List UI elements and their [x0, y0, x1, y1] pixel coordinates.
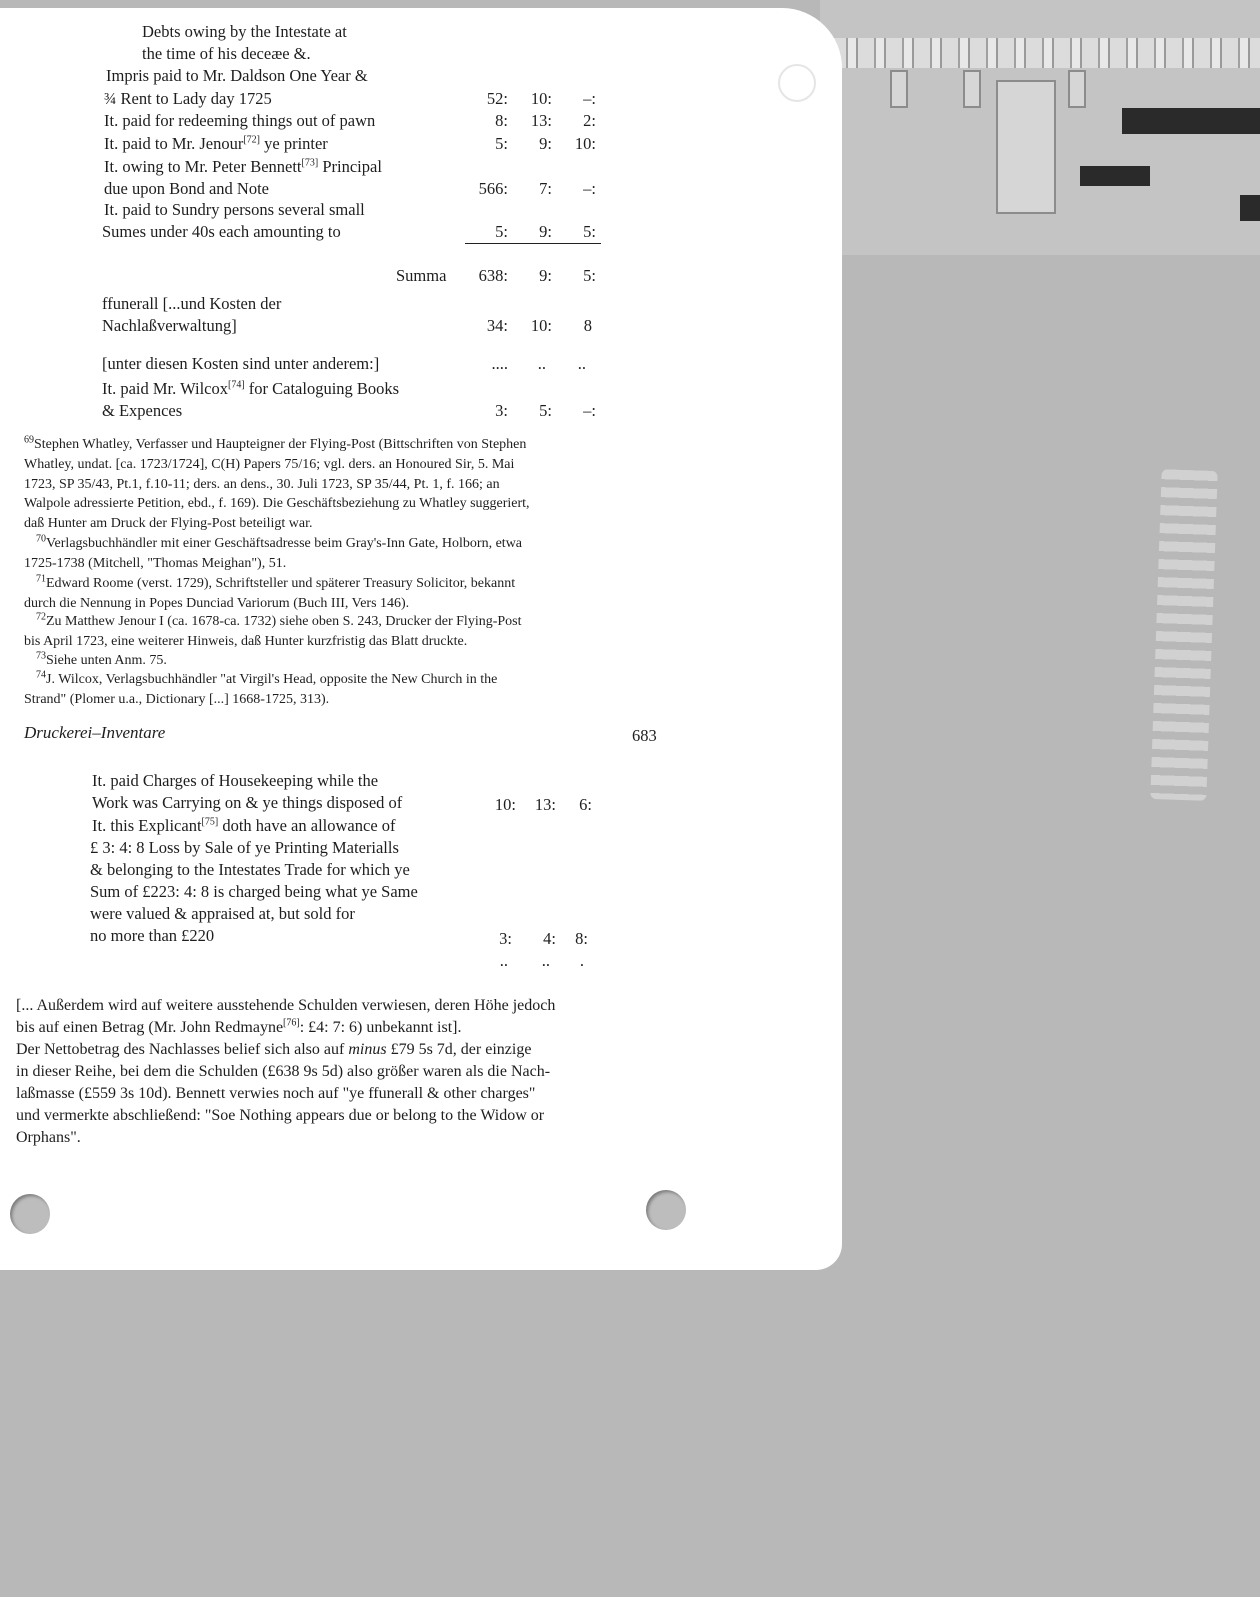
page-number: 683: [632, 726, 657, 745]
footnote-69: $^{69}$Stephen Whatley, Verfasser und Haupteigner der Flying-Post (Bittschriften von Stephen: [24, 434, 527, 452]
paragraph-line: laßmasse (£559 3s 10d). Bennett verwies noch auf "ye ffunerall & other charges": [16, 1085, 536, 1102]
entry-text: Impris paid to Mr. Daldson One Year &: [106, 66, 368, 85]
entry-text: It. paid to Sundry persons several small: [104, 200, 365, 219]
footnote-line: Strand" (Plomer u.a., Dictionary [...] 1668-1725, 313).: [24, 692, 330, 707]
entry-text: & belonging to the Intestates Trade for which ye: [90, 860, 410, 879]
shillings: 4:: [543, 929, 556, 948]
scanner-clip: [1068, 70, 1086, 108]
footnote-line: daß Hunter am Druck der Flying-Post beteiligt war.: [24, 516, 313, 531]
entry-text: were valued & appraised at, but sold for: [90, 904, 355, 923]
pounds: 52:: [486, 89, 508, 108]
footnote-71: $^{71}$Edward Roome (verst. 1729), Schriftsteller und späterer Treasury Solicitor, bekannt: [36, 573, 516, 591]
entry-text: £ 3: 4: 8 Loss by Sale of ye Printing Materialls: [90, 838, 399, 857]
footnote-74: $^{74}$J. Wilcox, Verlagsbuchhändler "at Virgil's Head, opposite the New Church in the: [36, 669, 498, 687]
entry-text: & Expences: [102, 401, 183, 420]
pounds: 3:: [499, 929, 512, 948]
footnote-70: $^{70}$Verlagsbuchhändler mit einer Geschäftsadresse beim Gray's-Inn Gate, Holborn, etwa: [36, 533, 523, 551]
paragraph-line: bis auf einen Betrag (Mr. John Redmayne[76]: £4: 7: 6) unbekannt ist].: [16, 1017, 462, 1036]
entry-text: It. paid Charges of Housekeeping while the: [92, 771, 379, 790]
pence: .: [579, 951, 584, 970]
pence: 6:: [579, 795, 592, 814]
footnote-line: durch die Nennung in Popes Dunciad Variorum (Buch III, Vers 146).: [24, 596, 410, 611]
entry-text: It. paid Mr. Wilcox[74] for Cataloguing Books: [102, 379, 400, 398]
pence: 5:: [583, 266, 596, 285]
paragraph-line: [... Außerdem wird auf weitere ausstehende Schulden verwiesen, deren Höhe jedoch: [16, 997, 556, 1014]
paragraph-line: Orphans".: [16, 1129, 81, 1146]
footnote-73: $^{73}$Siehe unten Anm. 75.: [36, 650, 167, 668]
entry-text: Sumes under 40s each amounting to: [102, 222, 341, 241]
entry-text: ¾ Rent to Lady day 1725: [104, 89, 272, 108]
paragraph-line: und vermerkte abschließend: "Soe Nothing appears due or belong to the Widow or: [16, 1107, 545, 1124]
pence: 5:: [583, 222, 596, 241]
shillings: 13:: [530, 111, 552, 130]
table-heading: the time of his deceæe &.: [142, 44, 311, 63]
pence: –:: [583, 89, 596, 108]
sum-rule: [465, 243, 601, 244]
pounds: 34:: [486, 316, 508, 335]
footnote-line: bis April 1723, eine weiterer Hinweis, daß Hunter kurzfristig das Blatt druckte.: [24, 634, 468, 649]
paragraph-line: in dieser Reihe, bei dem die Schulden (£638 9s 5d) also größer waren als die Nach-: [16, 1063, 551, 1080]
shillings: 5:: [539, 401, 552, 420]
pence: –:: [583, 401, 596, 420]
shillings: ..: [537, 354, 546, 373]
scanner-slot: [1080, 166, 1150, 186]
pence: –:: [583, 179, 596, 198]
pence: 8: [583, 316, 592, 335]
footnote-72: $^{72}$Zu Matthew Jenour I (ca. 1678-ca. 1732) siehe oben S. 243, Drucker der Flying-Post: [36, 611, 522, 629]
pence: 10:: [574, 134, 596, 153]
shillings: 7:: [539, 179, 552, 198]
scanner-slot: [1240, 195, 1260, 221]
paragraph-line: Der Nettobetrag des Nachlasses belief sich also auf minus £79 5s 7d, der einzige: [16, 1041, 532, 1058]
pounds: ....: [491, 354, 508, 373]
footnote-line: Whatley, undat. [ca. 1723/1724], C(H) Papers 75/16; vgl. ders. an Honoured Sir, 5. Mai: [24, 457, 515, 472]
watermark: [1150, 469, 1217, 801]
scanner-clip: [890, 70, 908, 108]
entry-text: Work was Carrying on & ye things disposed of: [92, 793, 403, 812]
entry-text: [unter diesen Kosten sind unter anderem:]: [102, 354, 380, 373]
entry-text: It. paid for redeeming things out of pawn: [104, 111, 376, 130]
pence: 2:: [583, 111, 596, 130]
footnote-line: 1725-1738 (Mitchell, "Thomas Meighan"), 51.: [24, 556, 287, 571]
pounds: 10:: [494, 795, 516, 814]
running-title: Druckerei–Inventare: [24, 723, 166, 742]
footnote-line: Walpole adressierte Petition, ebd., f. 169). Die Geschäftsbeziehung zu Whatley suggeriert,: [24, 496, 530, 511]
table-heading: Debts owing by the Intestate at: [142, 22, 347, 41]
punch-hole: [646, 1190, 686, 1230]
shillings: 9:: [539, 222, 552, 241]
summa-label: Summa: [396, 266, 447, 285]
pounds: 566:: [478, 179, 508, 198]
entry-text: It. this Explicant[75] doth have an allowance of: [92, 816, 396, 835]
punch-hole: [10, 1194, 50, 1234]
pounds: 8:: [495, 111, 508, 130]
pounds: 5:: [495, 222, 508, 241]
scanner-rail: [820, 38, 1260, 68]
shillings: 9:: [539, 266, 552, 285]
footnote-line: 1723, SP 35/43, Pt.1, f.10-11; ders. an dens., 30. Juli 1723, SP 35/44, Pt. 1, f. 166; an: [24, 477, 500, 492]
scanner-clip: [996, 80, 1056, 214]
pounds: ..: [499, 951, 508, 970]
pounds: 3:: [495, 401, 508, 420]
entry-text: Nachlaßverwaltung]: [102, 316, 237, 335]
shillings: 10:: [530, 316, 552, 335]
pounds: 5:: [495, 134, 508, 153]
shillings: 13:: [534, 795, 556, 814]
pence: 8:: [575, 929, 588, 948]
pounds: 638:: [478, 266, 508, 285]
scanner-clip: [963, 70, 981, 108]
punch-hole: [778, 64, 816, 102]
entry-text: Sum of £223: 4: 8 is charged being what ye Same: [90, 882, 418, 901]
pence: ..: [577, 354, 586, 373]
entry-text: It. owing to Mr. Peter Bennett[73] Principal: [104, 157, 382, 176]
shillings: ..: [541, 951, 550, 970]
scanner-roller: [1122, 108, 1260, 134]
entry-text: ffunerall [...und Kosten der: [102, 294, 282, 313]
shillings: 10:: [530, 89, 552, 108]
entry-text: due upon Bond and Note: [104, 179, 269, 198]
entry-text: It. paid to Mr. Jenour[72] ye printer: [104, 134, 328, 153]
shillings: 9:: [539, 134, 552, 153]
entry-text: no more than £220: [90, 926, 215, 945]
